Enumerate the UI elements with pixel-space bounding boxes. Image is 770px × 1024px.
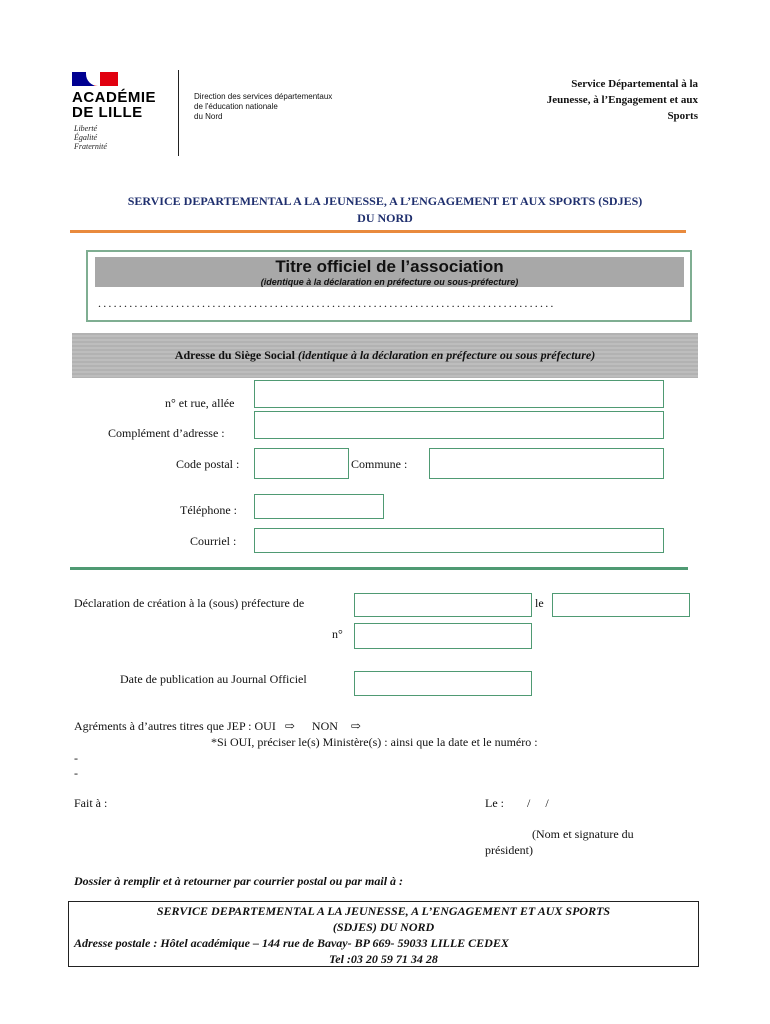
signature-date-label: Le :: [485, 796, 504, 810]
academie-logo: [72, 70, 372, 160]
non-label: NON: [311, 719, 338, 733]
page-title: [70, 193, 700, 227]
siege-heading-italic: (identique à la déclaration en préfecture ou sous préfecture): [297, 348, 596, 362]
agrements-line: [74, 719, 361, 734]
agrement-dash-2: -: [74, 766, 78, 780]
siege-heading-bold: Adresse du Siège Social: [174, 348, 295, 362]
publication-date-label: Date de publication au Journal Officiel: [120, 672, 307, 686]
street-label: n° et rue, allée: [165, 396, 235, 410]
phone-label: Téléphone :: [180, 503, 237, 517]
contact-phone: Tel :03 20 59 71 34 28: [329, 952, 438, 966]
direction-line3: du Nord: [194, 112, 223, 121]
page-title-line2: DU NORD: [357, 211, 413, 225]
contact-address: Adresse postale : Hôtel académique – 144 rue de Bavay- BP 669- 59033 LILLE CEDEX: [74, 936, 509, 950]
signature-name-label-line2: président): [485, 843, 533, 857]
declaration-number-label: n°: [332, 627, 343, 641]
fait-label: Fait à :: [74, 796, 108, 810]
commune-field[interactable]: [429, 448, 664, 479]
declaration-date-field[interactable]: [552, 593, 690, 617]
service-line2: Jeunesse, à l’Engagement et aux: [546, 94, 698, 106]
agrement-dash-1: -: [74, 751, 78, 765]
postal-code-label: Code postal :: [176, 457, 240, 471]
phone-field[interactable]: [254, 494, 384, 519]
complement-field[interactable]: [254, 411, 664, 439]
direction-text: [194, 92, 332, 122]
association-title-subheading: (identique à la déclaration en préfecture ou sous-préfecture): [260, 277, 519, 287]
declaration-date-label: le: [535, 596, 544, 610]
email-field[interactable]: [254, 528, 664, 553]
page-title-line1: SERVICE DEPARTEMENTAL A LA JEUNESSE, A L’ENGAGEMENT ET AUX SPORTS (SDJES): [127, 194, 643, 208]
contact-line2: (SDJES) DU NORD: [332, 920, 435, 934]
motto-egalite: Égalité: [74, 133, 98, 142]
service-line3: Sports: [667, 110, 698, 122]
motto-liberte: Liberté: [74, 124, 98, 133]
republic-motto: [74, 124, 107, 151]
declaration-number-field[interactable]: [354, 623, 532, 649]
prefecture-field[interactable]: [354, 593, 532, 617]
complement-label: Complément d’adresse :: [108, 426, 225, 440]
direction-line2: de l'éducation nationale: [194, 102, 278, 111]
postal-code-field[interactable]: [254, 448, 349, 479]
publication-date-field[interactable]: [354, 671, 532, 696]
signature-date-slashes: / /: [527, 796, 549, 810]
contact-line1: SERVICE DEPARTEMENTAL A LA JEUNESSE, A L’ENGAGEMENT ET AUX SPORTS: [156, 904, 611, 918]
email-label: Courriel :: [190, 534, 237, 548]
oui-arrow-icon[interactable]: ⇨: [284, 719, 295, 733]
motto-fraternite: Fraternité: [74, 142, 107, 151]
logo-line1: ACADÉMIE: [72, 89, 157, 106]
service-line1: Service Départemental à la: [571, 78, 698, 90]
commune-label: Commune :: [351, 457, 408, 471]
service-header: [498, 76, 698, 124]
street-field[interactable]: [254, 380, 664, 408]
association-title-input-line[interactable]: ........................................................................................: [98, 296, 556, 310]
green-divider: [70, 567, 688, 570]
orange-divider: [70, 230, 686, 233]
logo-line2: DE LILLE: [72, 104, 143, 121]
logo-wordmark: [72, 90, 156, 120]
logo-divider: [178, 70, 179, 156]
dossier-note: Dossier à remplir et à retourner par courrier postal ou par mail à :: [74, 874, 404, 888]
direction-line1: Direction des services départementaux: [194, 92, 333, 101]
prefecture-label: Déclaration de création à la (sous) préfecture de: [74, 596, 305, 610]
contact-text: [68, 903, 699, 967]
siege-heading: [72, 348, 698, 362]
agrements-note: *Si OUI, préciser le(s) Ministère(s) : ainsi que la date et le numéro :: [211, 735, 538, 749]
agrements-label: Agréments à d’autres titres que JEP : OUI: [74, 719, 276, 733]
non-arrow-icon[interactable]: ⇨: [350, 719, 361, 733]
association-title-heading: Titre officiel de l’association: [275, 257, 504, 276]
signature-name-label-line1: (Nom et signature du: [532, 827, 634, 841]
